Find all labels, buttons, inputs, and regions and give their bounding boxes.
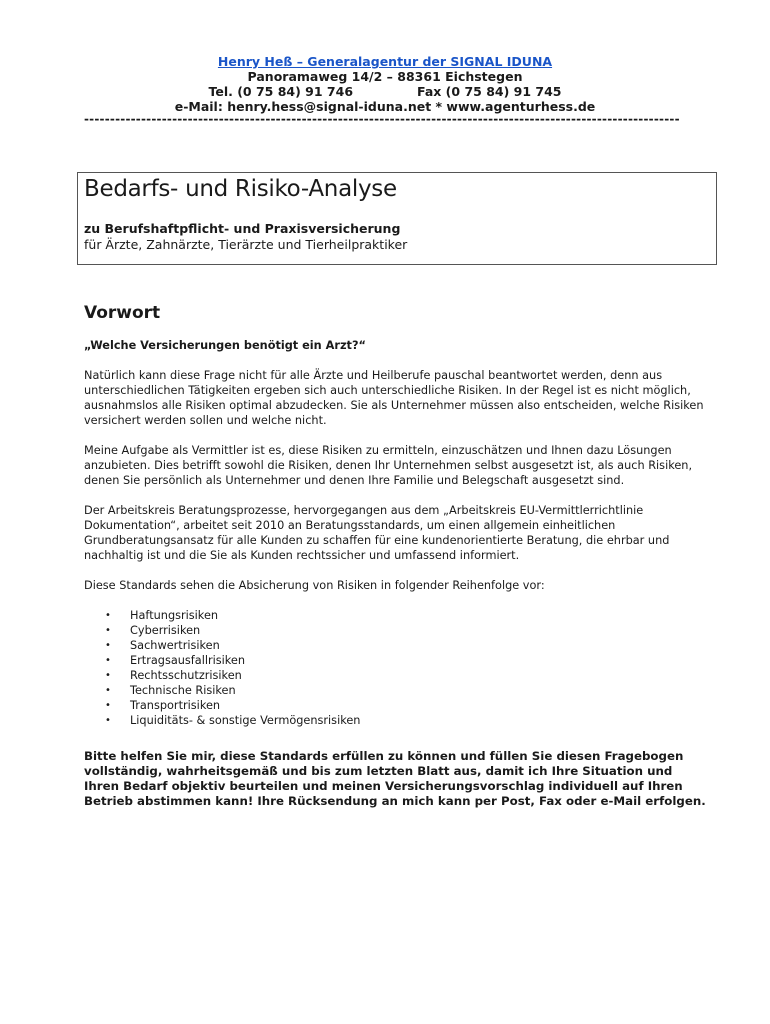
paragraph: Meine Aufgabe als Vermittler ist es, diese Risiken zu ermitteln, einzuschätzen und Ihnen dazu Lösungen anzubieten. Dies betrifft sowohl die Risiken, denen Ihr Unternehmen selbst ausgesetzt ist, als auch Risiken, denen Sie persönlich als Unternehmer und denen Ihre Familie und Belegschaft ausgesetzt sind. xyxy=(84,444,693,487)
paragraph: Der Arbeitskreis Beratungsprozesse, hervorgegangen aus dem „Arbeitskreis EU-Vermittlerrichtlinie Dokumentation“, arbeitet seit 2010 an Beratungsstandards, um einen allgemein einheitlichen Grundberatungsansatz für alle Kunden zu schaffen für eine kundenorientierte Beratung, die ehrbar und nachhaltig ist und die Sie als Kunden rechtssicher und umfassend informiert. xyxy=(84,504,670,562)
bullet-icon: • xyxy=(105,670,111,681)
phone-fax-line xyxy=(0,84,770,99)
target-audience: für Ärzte, Zahnärzte, Tierärzte und Tierheilpraktiker xyxy=(84,237,408,252)
paragraph: Diese Standards sehen die Absicherung von Risiken in folgender Reihenfolge vor: xyxy=(84,579,545,592)
risk-list xyxy=(84,608,706,728)
document-subtitle: zu Berufshaftpflicht- und Praxisversicherung xyxy=(84,221,401,236)
bullet-icon: • xyxy=(105,715,111,726)
bullet-icon: • xyxy=(105,685,111,696)
letterhead xyxy=(0,54,770,114)
paragraph: Natürlich kann diese Frage nicht für alle Ärzte und Heilberufe pauschal beantwortet werden, denn aus unterschiedlichen Tätigkeiten ergeben sich auch unterschiedliche Risiken. In der Regel ist es nicht möglich, ausnahmslos alle Risiken optimal abzudecken. Sie als Unternehmer müssen also entscheiden, welche Risiken versichert werden sollen und welche nicht. xyxy=(84,369,704,427)
list-item: • Haftungsrisiken xyxy=(105,609,219,622)
list-item: • Transportrisiken xyxy=(105,699,221,712)
bullet-icon: • xyxy=(105,625,111,636)
list-item: • Liquiditäts- & sonstige Vermögensrisiken xyxy=(105,714,361,727)
list-item: • Technische Risiken xyxy=(105,684,236,697)
email-web-line: e-Mail: henry.hess@signal-iduna.net * www.agenturhess.de xyxy=(174,99,596,114)
fax-number: Fax (0 75 84) 91 745 xyxy=(417,84,562,99)
list-item: • Ertragsausfallrisiken xyxy=(105,654,246,667)
agency-name: Henry Heß – Generalagentur der SIGNAL IDUNA xyxy=(217,54,553,69)
list-item: • Cyberrisiken xyxy=(105,624,201,637)
document-title: Bedarfs- und Risiko-Analyse xyxy=(84,176,397,202)
vorwort-section xyxy=(84,303,706,809)
bullet-icon: • xyxy=(105,655,111,666)
list-item: • Rechtsschutzrisiken xyxy=(105,669,242,682)
lead-question: „Welche Versicherungen benötigt ein Arzt?“ xyxy=(84,339,366,352)
bullet-icon: • xyxy=(105,610,111,621)
phone-number: Tel. (0 75 84) 91 746 xyxy=(208,84,354,99)
title-box xyxy=(77,172,717,265)
header-separator: ------------------------------------------------------------------------------------------------------------------- xyxy=(84,112,680,126)
list-item: • Sachwertrisiken xyxy=(105,639,220,652)
bullet-icon: • xyxy=(105,700,111,711)
agency-address: Panoramaweg 14/2 – 88361 Eichstegen xyxy=(247,69,523,84)
closing-request: Bitte helfen Sie mir, diese Standards erfüllen zu können und füllen Sie diesen Fragebogen vollständig, wahrheitsgemäß und bis zum letzten Blatt aus, damit ich Ihre Situation und Ihren Bedarf objektiv beurteilen und meinen Versicherungsvorschlag individuell auf Ihren Betrieb abstimmen kann! Ihre Rücksendung an mich kann per Post, Fax oder e-Mail erfolgen. xyxy=(84,749,706,808)
bullet-icon: • xyxy=(105,640,111,651)
section-heading: Vorwort xyxy=(84,303,161,323)
